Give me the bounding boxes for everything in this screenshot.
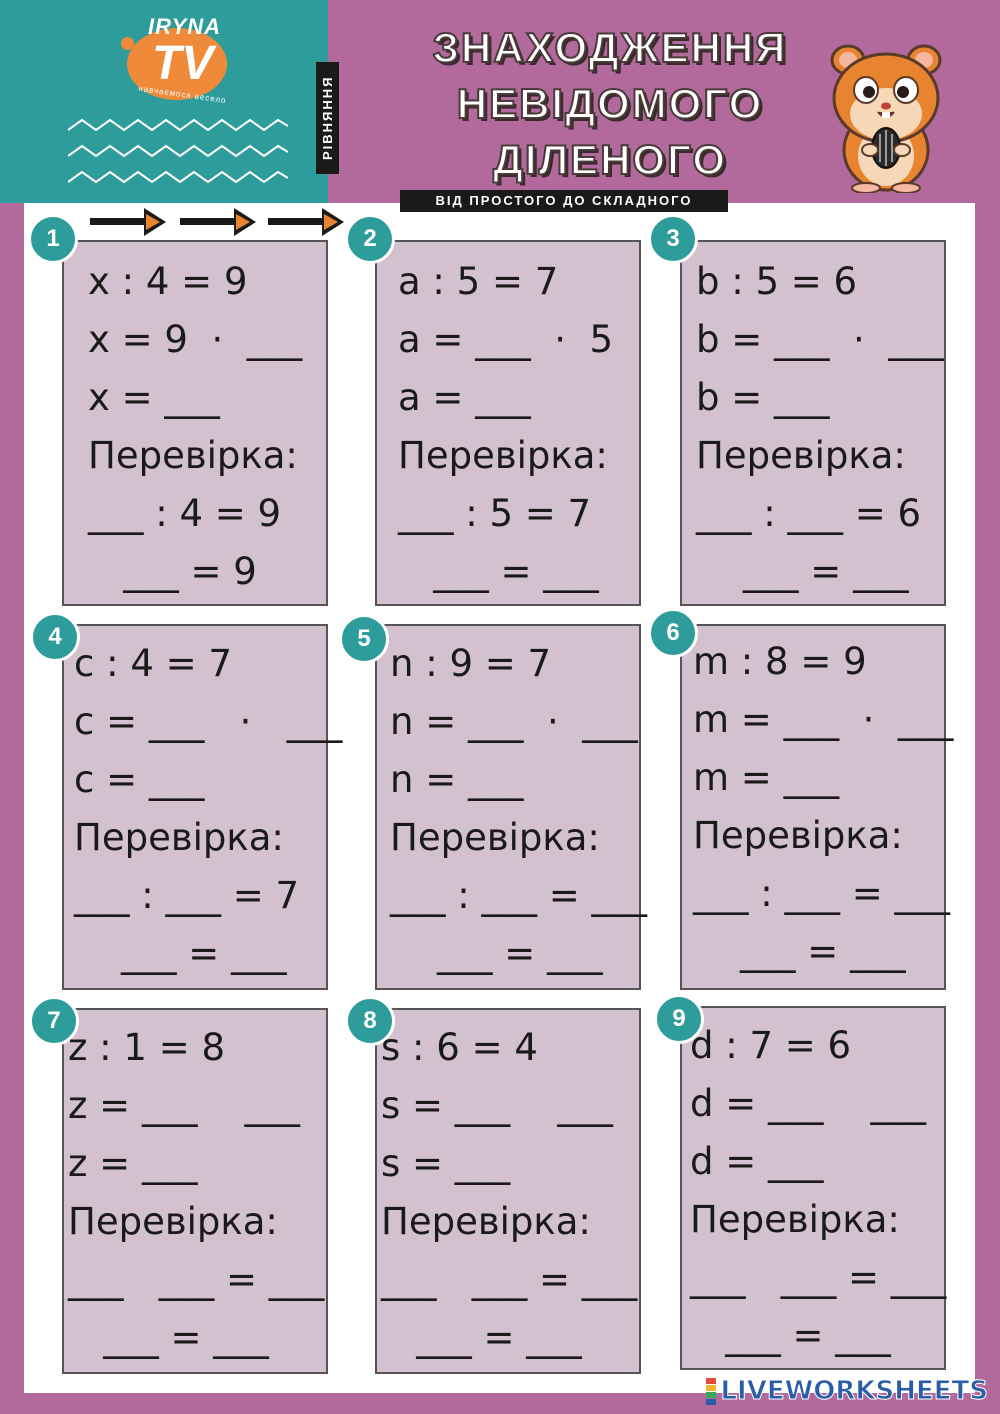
zigzag-decoration [68, 112, 288, 192]
task-number-badge: 6 [648, 608, 698, 658]
task-line[interactable]: a = ___ · 5 [398, 318, 614, 361]
task-line[interactable]: ___ : ___ = ___ [390, 874, 648, 917]
task-line: Перевірка: [696, 434, 906, 477]
task-line: Перевірка: [88, 434, 298, 477]
logo-main-text: TV [152, 37, 214, 90]
task-line[interactable]: m = ___ · ___ [693, 698, 954, 741]
task-line[interactable]: ___ : 5 = 7 [398, 492, 592, 535]
task-line[interactable]: b = ___ [696, 376, 830, 419]
task-line[interactable]: d = ___ ___ [690, 1082, 927, 1125]
task-line[interactable]: ___ ___ = ___ [690, 1256, 947, 1299]
task-line[interactable]: x = 9 · ___ [88, 318, 303, 361]
logo-slogan: навчаємося весело [137, 83, 228, 106]
task-line[interactable]: ___ = ___ [381, 1316, 582, 1359]
task-line: Перевірка: [74, 816, 284, 859]
task-line[interactable]: c = ___ [74, 758, 205, 801]
liveworksheets-logo-icon [706, 1378, 716, 1405]
task-line[interactable]: s = ___ ___ [381, 1084, 613, 1127]
side-label: РІВНЯННЯ [320, 75, 335, 161]
task-number-badge: 1 [28, 214, 78, 264]
task-line[interactable]: n = ___ [390, 758, 524, 801]
logo-top-text: IRYNA [148, 14, 222, 39]
title-line: ЗНАХОДЖЕННЯ [432, 24, 788, 71]
task-line[interactable]: b = ___ · ___ [696, 318, 944, 361]
task-line[interactable]: ___ : 4 = 9 [88, 492, 282, 535]
task-line[interactable]: ___ = ___ [690, 1314, 891, 1357]
task-line[interactable]: c = ___ · ___ [74, 700, 343, 743]
task-line[interactable]: ___ = ___ [74, 932, 287, 975]
task-line[interactable]: s = ___ [381, 1142, 511, 1185]
task-line[interactable]: z : 1 = 8 [68, 1026, 226, 1069]
task-number-badge: 8 [345, 996, 395, 1046]
task-number-badge: 5 [339, 614, 389, 664]
task-line: Перевірка: [690, 1198, 900, 1241]
task-number-badge: 3 [648, 214, 698, 264]
task-line[interactable]: b : 5 = 6 [696, 260, 858, 303]
task-line[interactable]: x = ___ [88, 376, 220, 419]
task-line[interactable]: d : 7 = 6 [690, 1024, 852, 1067]
title-line: ДІЛЕНОГО [493, 136, 727, 183]
task-line[interactable]: m = ___ [693, 756, 840, 799]
task-line: Перевірка: [68, 1200, 278, 1243]
arrow-right-icon [268, 208, 344, 236]
task-line[interactable]: a = ___ [398, 376, 531, 419]
task-line[interactable]: s : 6 = 4 [381, 1026, 538, 1069]
page-title [390, 20, 830, 188]
task-line[interactable]: ___ = ___ [398, 550, 599, 593]
arrow-row [90, 206, 350, 238]
footer-brand[interactable] [706, 1376, 988, 1406]
task-line: Перевірка: [381, 1200, 591, 1243]
task-number-badge: 9 [654, 994, 704, 1044]
task-line[interactable]: a : 5 = 7 [398, 260, 559, 303]
task-line[interactable]: ___ ___ = ___ [381, 1258, 638, 1301]
task-line[interactable]: c : 4 = 7 [74, 642, 232, 685]
subtitle: ВІД ПРОСТОГО ДО СКЛАДНОГО [435, 193, 693, 208]
task-line[interactable]: ___ : ___ = 6 [696, 492, 922, 535]
task-line: Перевірка: [390, 816, 600, 859]
arrow-right-icon [180, 208, 256, 236]
task-line[interactable]: z = ___ [68, 1142, 198, 1185]
hamster-illustration [826, 38, 946, 193]
task-line[interactable]: x : 4 = 9 [88, 260, 248, 303]
task-line[interactable]: ___ : ___ = ___ [693, 872, 951, 915]
task-line[interactable]: ___ : ___ = 7 [74, 874, 300, 917]
task-line[interactable]: n : 9 = 7 [390, 642, 552, 685]
task-number-badge: 2 [345, 214, 395, 264]
task-line[interactable]: ___ = ___ [693, 930, 906, 973]
arrow-right-icon [90, 208, 166, 236]
task-line[interactable]: d = ___ [690, 1140, 824, 1183]
task-line: Перевірка: [693, 814, 903, 857]
title-line: НЕВІДОМОГО [456, 80, 764, 127]
task-line[interactable]: n = ___ · ___ [390, 700, 638, 743]
task-line[interactable]: ___ = ___ [68, 1316, 269, 1359]
task-line[interactable]: ___ = ___ [696, 550, 909, 593]
task-line[interactable]: ___ = ___ [390, 932, 603, 975]
task-line: Перевірка: [398, 434, 608, 477]
task-line[interactable]: ___ = 9 [88, 550, 257, 593]
logo-dot [121, 37, 134, 50]
task-line[interactable]: z = ___ ___ [68, 1084, 300, 1127]
task-line[interactable]: m : 8 = 9 [693, 640, 867, 683]
footer-brand-text: LIVEWORKSHEETS [720, 1376, 988, 1406]
task-number-badge: 7 [29, 996, 79, 1046]
task-number-badge: 4 [30, 612, 80, 662]
task-line[interactable]: ___ ___ = ___ [68, 1258, 325, 1301]
